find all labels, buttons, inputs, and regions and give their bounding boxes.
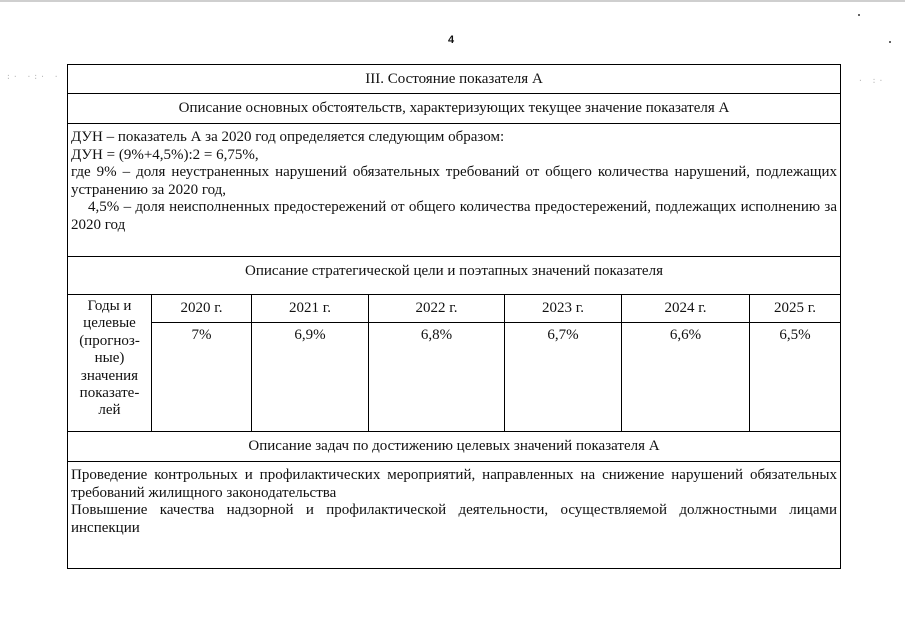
row-divider xyxy=(68,431,840,432)
task-item: Повышение качества надзорной и профилактической деятельности, осуществляемой должностными лицами инспекции xyxy=(71,502,837,536)
row-divider xyxy=(68,93,840,94)
target-value-2020: 7% xyxy=(191,327,212,343)
section-title: III. Состояние показателя А xyxy=(365,71,543,87)
indicator-table xyxy=(67,64,841,569)
tasks-heading: Описание задач по достижению целевых значений показателя А xyxy=(248,438,660,454)
scan-speck xyxy=(889,41,891,43)
targets-row-header: Годы и целевые (прогноз- ные) значения показате- лей xyxy=(79,298,140,419)
strategy-heading: Описание стратегической цели и поэтапных значений показателя xyxy=(245,263,663,279)
target-value-2024: 6,6% xyxy=(669,327,702,343)
year-2023: 2023 г. xyxy=(542,300,584,316)
scan-top-edge xyxy=(0,0,905,2)
year-2024: 2024 г. xyxy=(664,300,707,316)
circumstances-text xyxy=(68,129,840,234)
task-item: Проведение контрольных и профилактических мероприятий, направленных на снижение нарушений обязательных требований жилищного законодательства xyxy=(71,467,837,501)
formula-intro: ДУН – показатель А за 2020 год определяется следующим образом: xyxy=(71,129,505,145)
target-value-2022: 6,8% xyxy=(420,327,453,343)
targets-grid xyxy=(68,294,840,431)
scan-noise: · :· xyxy=(858,76,886,85)
year-2020: 2020 г. xyxy=(180,300,223,316)
tasks-text xyxy=(68,467,840,537)
circumstances-heading: Описание основных обстоятельств, характеризующих текущее значение показателя А xyxy=(178,100,730,116)
year-2025: 2025 г. xyxy=(774,300,816,316)
formula: ДУН = (9%+4,5%):2 = 6,75%, xyxy=(71,146,259,163)
year-2022: 2022 г. xyxy=(415,300,458,316)
formula-term-2: 4,5% – доля неисполненных предостережений от общего количества предостережений, подлежащих исполнению за 2020 год xyxy=(71,199,837,233)
row-divider xyxy=(68,461,840,462)
year-2021: 2021 г. xyxy=(289,300,331,316)
header-underline xyxy=(152,322,840,323)
target-value-2023: 6,7% xyxy=(547,327,579,343)
scan-noise: :· ·:· · xyxy=(6,72,61,81)
formula-term-1: где 9% – доля неустраненных нарушений обязательных требований от общего количества нарушений, подлежащих устранению за 2020 год, xyxy=(71,164,837,198)
target-value-2025: 6,5% xyxy=(779,327,811,343)
target-value-2021: 6,9% xyxy=(294,327,326,343)
row-divider xyxy=(68,123,840,124)
page-number: 4 xyxy=(447,34,455,46)
row-divider xyxy=(68,256,840,257)
scan-speck xyxy=(858,14,860,16)
